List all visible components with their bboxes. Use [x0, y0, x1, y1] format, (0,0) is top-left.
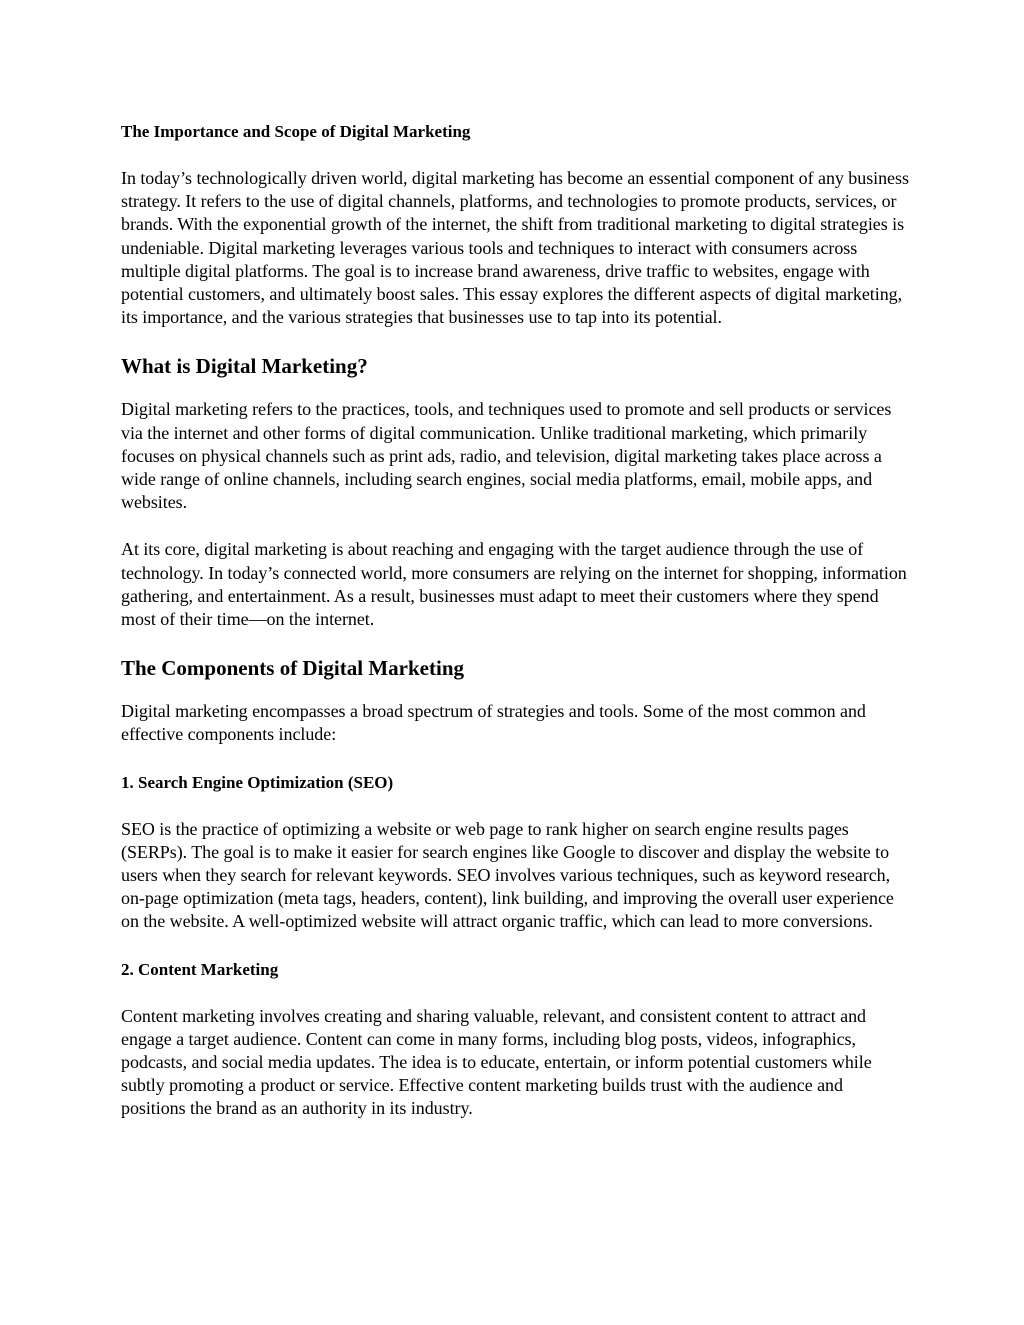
subheading-content-marketing: 2. Content Marketing	[121, 959, 279, 979]
section-heading-components: The Components of Digital Marketing	[121, 656, 464, 681]
document-title: The Importance and Scope of Digital Marketing	[121, 122, 471, 141]
subheading-seo: 1. Search Engine Optimization (SEO)	[121, 772, 394, 792]
seo-paragraph: SEO is the practice of optimizing a website or web page to rank higher on search engine results pages (SERPs). The goal is to make it easier for search engines like Google to discover and display the website to users when they search for relevant keywords. SEO involves various techniques, such as keyword research, on-page optimization (meta tags, headers, content), link building, and improving the overall user experience on the website. A well-optimized website will attract organic traffic, which can lead to more conversions.	[121, 818, 894, 932]
content-marketing-paragraph: Content marketing involves creating and sharing valuable, relevant, and consistent content to attract and engage a target audience. Content can come in many forms, including blog posts, videos, infographics, podcasts, and social media updates. The idea is to educate, entertain, or inform potential customers while subtly promoting a product or service. Effective content marketing builds trust with the audience and positions the brand as an authority in its industry.	[121, 1005, 872, 1119]
document-page	[121, 120, 911, 1145]
components-intro-paragraph: Digital marketing encompasses a broad spectrum of strategies and tools. Some of the most common and effective components include:	[121, 701, 866, 745]
what-is-paragraph-2: At its core, digital marketing is about reaching and engaging with the target audience through the use of technology. In today’s connected world, more consumers are relying on the internet for shopping, information gathering, and entertainment. As a result, businesses must adapt to meet their customers where they spend most of their time—on the internet.	[121, 539, 907, 630]
intro-paragraph: In today’s technologically driven world, digital marketing has become an essential component of any business strategy. It refers to the use of digital channels, platforms, and technologies to promote products, services, or brands. With the exponential growth of the internet, the shift from traditional marketing to digital strategies is undeniable. Digital marketing leverages various tools and techniques to interact with consumers across multiple digital platforms. The goal is to increase brand awareness, drive traffic to websites, engage with potential customers, and ultimately boost sales. This essay explores the different aspects of digital marketing, its importance, and the various strategies that businesses use to tap into its potential.	[121, 168, 909, 328]
what-is-paragraph-1: Digital marketing refers to the practices, tools, and techniques used to promote and sell products or services via the internet and other forms of digital communication. Unlike traditional marketing, which primarily focuses on physical channels such as print ads, radio, and television, digital marketing takes place across a wide range of online channels, including search engines, social media platforms, email, mobile apps, and websites.	[121, 399, 892, 513]
section-heading-what-is: What is Digital Marketing?	[121, 354, 368, 379]
